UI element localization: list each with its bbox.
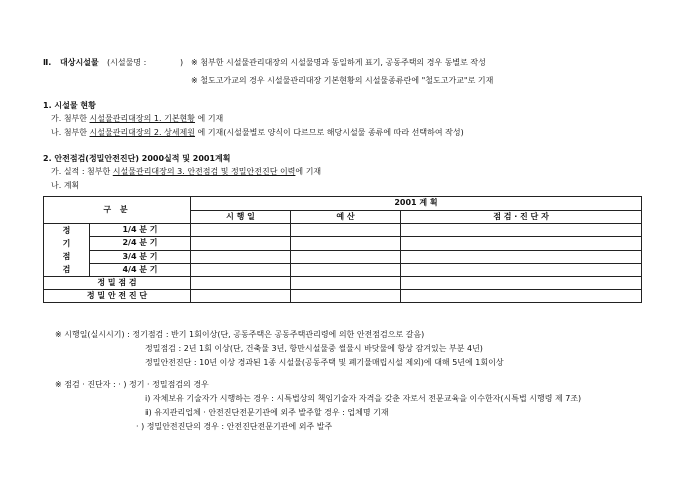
section1-title: 1. 시설물 현황 bbox=[43, 101, 96, 110]
facility-name-label: (시설물명 : bbox=[107, 58, 147, 67]
header-note-2: ※ 철도고가교의 경우 시설물관리대장 기본현황의 시설물종류란에 "철도고가교"로 기재 bbox=[191, 76, 494, 85]
plan-table bbox=[43, 196, 642, 303]
section1-item-b-link: 시설물관리대장의 2. 상세제원 bbox=[89, 128, 196, 137]
cell-q3-jeomgeom[interactable] bbox=[401, 250, 642, 263]
row-label-q2: 2/4 분 기 bbox=[90, 237, 191, 250]
section2-item-a bbox=[51, 167, 321, 177]
cell-q2-sihaeng[interactable] bbox=[191, 237, 291, 250]
section1-item-a-suffix: 에 기재 bbox=[195, 114, 224, 123]
table-head-plan: 2001 계 획 bbox=[191, 197, 642, 211]
row-label-q1: 1/4 분 기 bbox=[90, 224, 191, 237]
cell-q1-sihaeng[interactable] bbox=[191, 224, 291, 237]
facility-name-close: ) bbox=[180, 58, 184, 67]
cell-jindan-sihaeng[interactable] bbox=[191, 290, 291, 303]
section2-item-a-prefix: 가. 실적 : 첨부한 bbox=[51, 167, 113, 176]
section2-item-a-suffix: 에 기재 bbox=[295, 167, 322, 176]
row-label-q4: 4/4 분 기 bbox=[90, 263, 191, 276]
header-note-1: ※ 첨부한 시설물관리대장의 시설물명과 동일하게 표기, 공동주택의 경우 동별로 작성 bbox=[191, 58, 486, 67]
section1-item-b-prefix: 나. 첨부한 bbox=[51, 128, 90, 137]
cell-jeongmil-jeomgeom[interactable] bbox=[401, 277, 642, 290]
table-row bbox=[44, 290, 642, 303]
section1-item-b bbox=[51, 128, 464, 138]
cell-q2-jeomgeom[interactable] bbox=[401, 237, 642, 250]
section2-title: 2. 안전점검(정밀안전진단) 2000실적 및 2001계획 bbox=[43, 154, 231, 163]
cell-q1-yesan[interactable] bbox=[291, 224, 401, 237]
section1-item-a-prefix: 가. 첨부한 bbox=[51, 114, 90, 123]
cell-jeongmil-sihaeng[interactable] bbox=[191, 277, 291, 290]
table-head-gubun: 구 분 bbox=[44, 197, 191, 224]
table-col-yesan: 예 산 bbox=[291, 210, 401, 224]
cell-q4-yesan[interactable] bbox=[291, 263, 401, 276]
cell-q1-jeomgeom[interactable] bbox=[401, 224, 642, 237]
cell-q4-sihaeng[interactable] bbox=[191, 263, 291, 276]
row-label-jindan: 정 밀 안 전 진 단 bbox=[44, 290, 191, 303]
row-label-q3: 3/4 분 기 bbox=[90, 250, 191, 263]
cell-q3-yesan[interactable] bbox=[291, 250, 401, 263]
table-row bbox=[44, 277, 642, 290]
note-inspector-4: · ) 정밀안전진단의 경우 : 안전진단전문기관에 외주 발주 bbox=[136, 422, 333, 431]
row-group-char: 검 bbox=[62, 265, 71, 274]
section-numeral: Ⅱ. bbox=[43, 58, 52, 67]
section1-item-a bbox=[51, 114, 223, 124]
section1-item-b-suffix: 에 기재(시설물별로 양식이 다르므로 해당시설물 종류에 따라 선택하여 작성) bbox=[195, 128, 464, 137]
table-row bbox=[44, 224, 642, 237]
note-schedule-3: 정밀안전진단 : 10년 이상 경과된 1종 시설물(공동주택 및 폐기물매립시설 제외)에 대해 5년에 1회이상 bbox=[145, 358, 504, 367]
cell-jindan-yesan[interactable] bbox=[291, 290, 401, 303]
section-title: 대상시설물 bbox=[60, 58, 99, 67]
table-col-jeomgeom: 점 검 · 진 단 자 bbox=[401, 210, 642, 224]
note-schedule-2: 정밀점검 : 2년 1회 이상(단, 건축물 3년, 항만시설물중 썰물시 바닷물에 항상 잠겨있는 부분 4년) bbox=[145, 344, 483, 353]
note-inspector-1: ※ 점검 · 진단자 : · ) 정기 · 정밀점검의 경우 bbox=[55, 380, 209, 389]
row-group-char: 점 bbox=[62, 252, 71, 261]
section2-item-b: 나. 계획 bbox=[51, 181, 80, 190]
cell-jindan-jeomgeom[interactable] bbox=[401, 290, 642, 303]
row-label-jeongmil: 정 밀 점 검 bbox=[44, 277, 191, 290]
note-inspector-2: ⅰ) 자체보유 기술자가 시행하는 경우 : 시특법상의 책임기술자 자격을 갖춘 자로서 전문교육을 이수한자(시특법 시행령 제 7조) bbox=[145, 394, 582, 403]
table-row bbox=[44, 263, 642, 276]
row-group-char: 기 bbox=[62, 239, 71, 248]
table-col-sihaeng: 시 행 일 bbox=[191, 210, 291, 224]
cell-q3-sihaeng[interactable] bbox=[191, 250, 291, 263]
note-inspector-3: ⅱ) 유지관리업체 · 안전진단전문기관에 외주 발주할 경우 : 업체명 기재 bbox=[145, 408, 389, 417]
cell-q2-yesan[interactable] bbox=[291, 237, 401, 250]
cell-q4-jeomgeom[interactable] bbox=[401, 263, 642, 276]
section2-item-a-link: 시설물관리대장의 3. 안전점검 및 정밀안전진단 이력 bbox=[112, 167, 296, 176]
table-row bbox=[44, 237, 642, 250]
section1-item-a-link: 시설물관리대장의 1. 기본현황 bbox=[89, 114, 196, 123]
table-row-group-regular bbox=[44, 224, 90, 277]
note-schedule-1: ※ 시행일(실시시기) : 정기점검 : 반기 1회이상(단, 공동주택은 공동주택관리령에 의한 안전점검으로 갈음) bbox=[55, 330, 425, 339]
row-group-char: 정 bbox=[62, 226, 71, 235]
cell-jeongmil-yesan[interactable] bbox=[291, 277, 401, 290]
table-row bbox=[44, 250, 642, 263]
